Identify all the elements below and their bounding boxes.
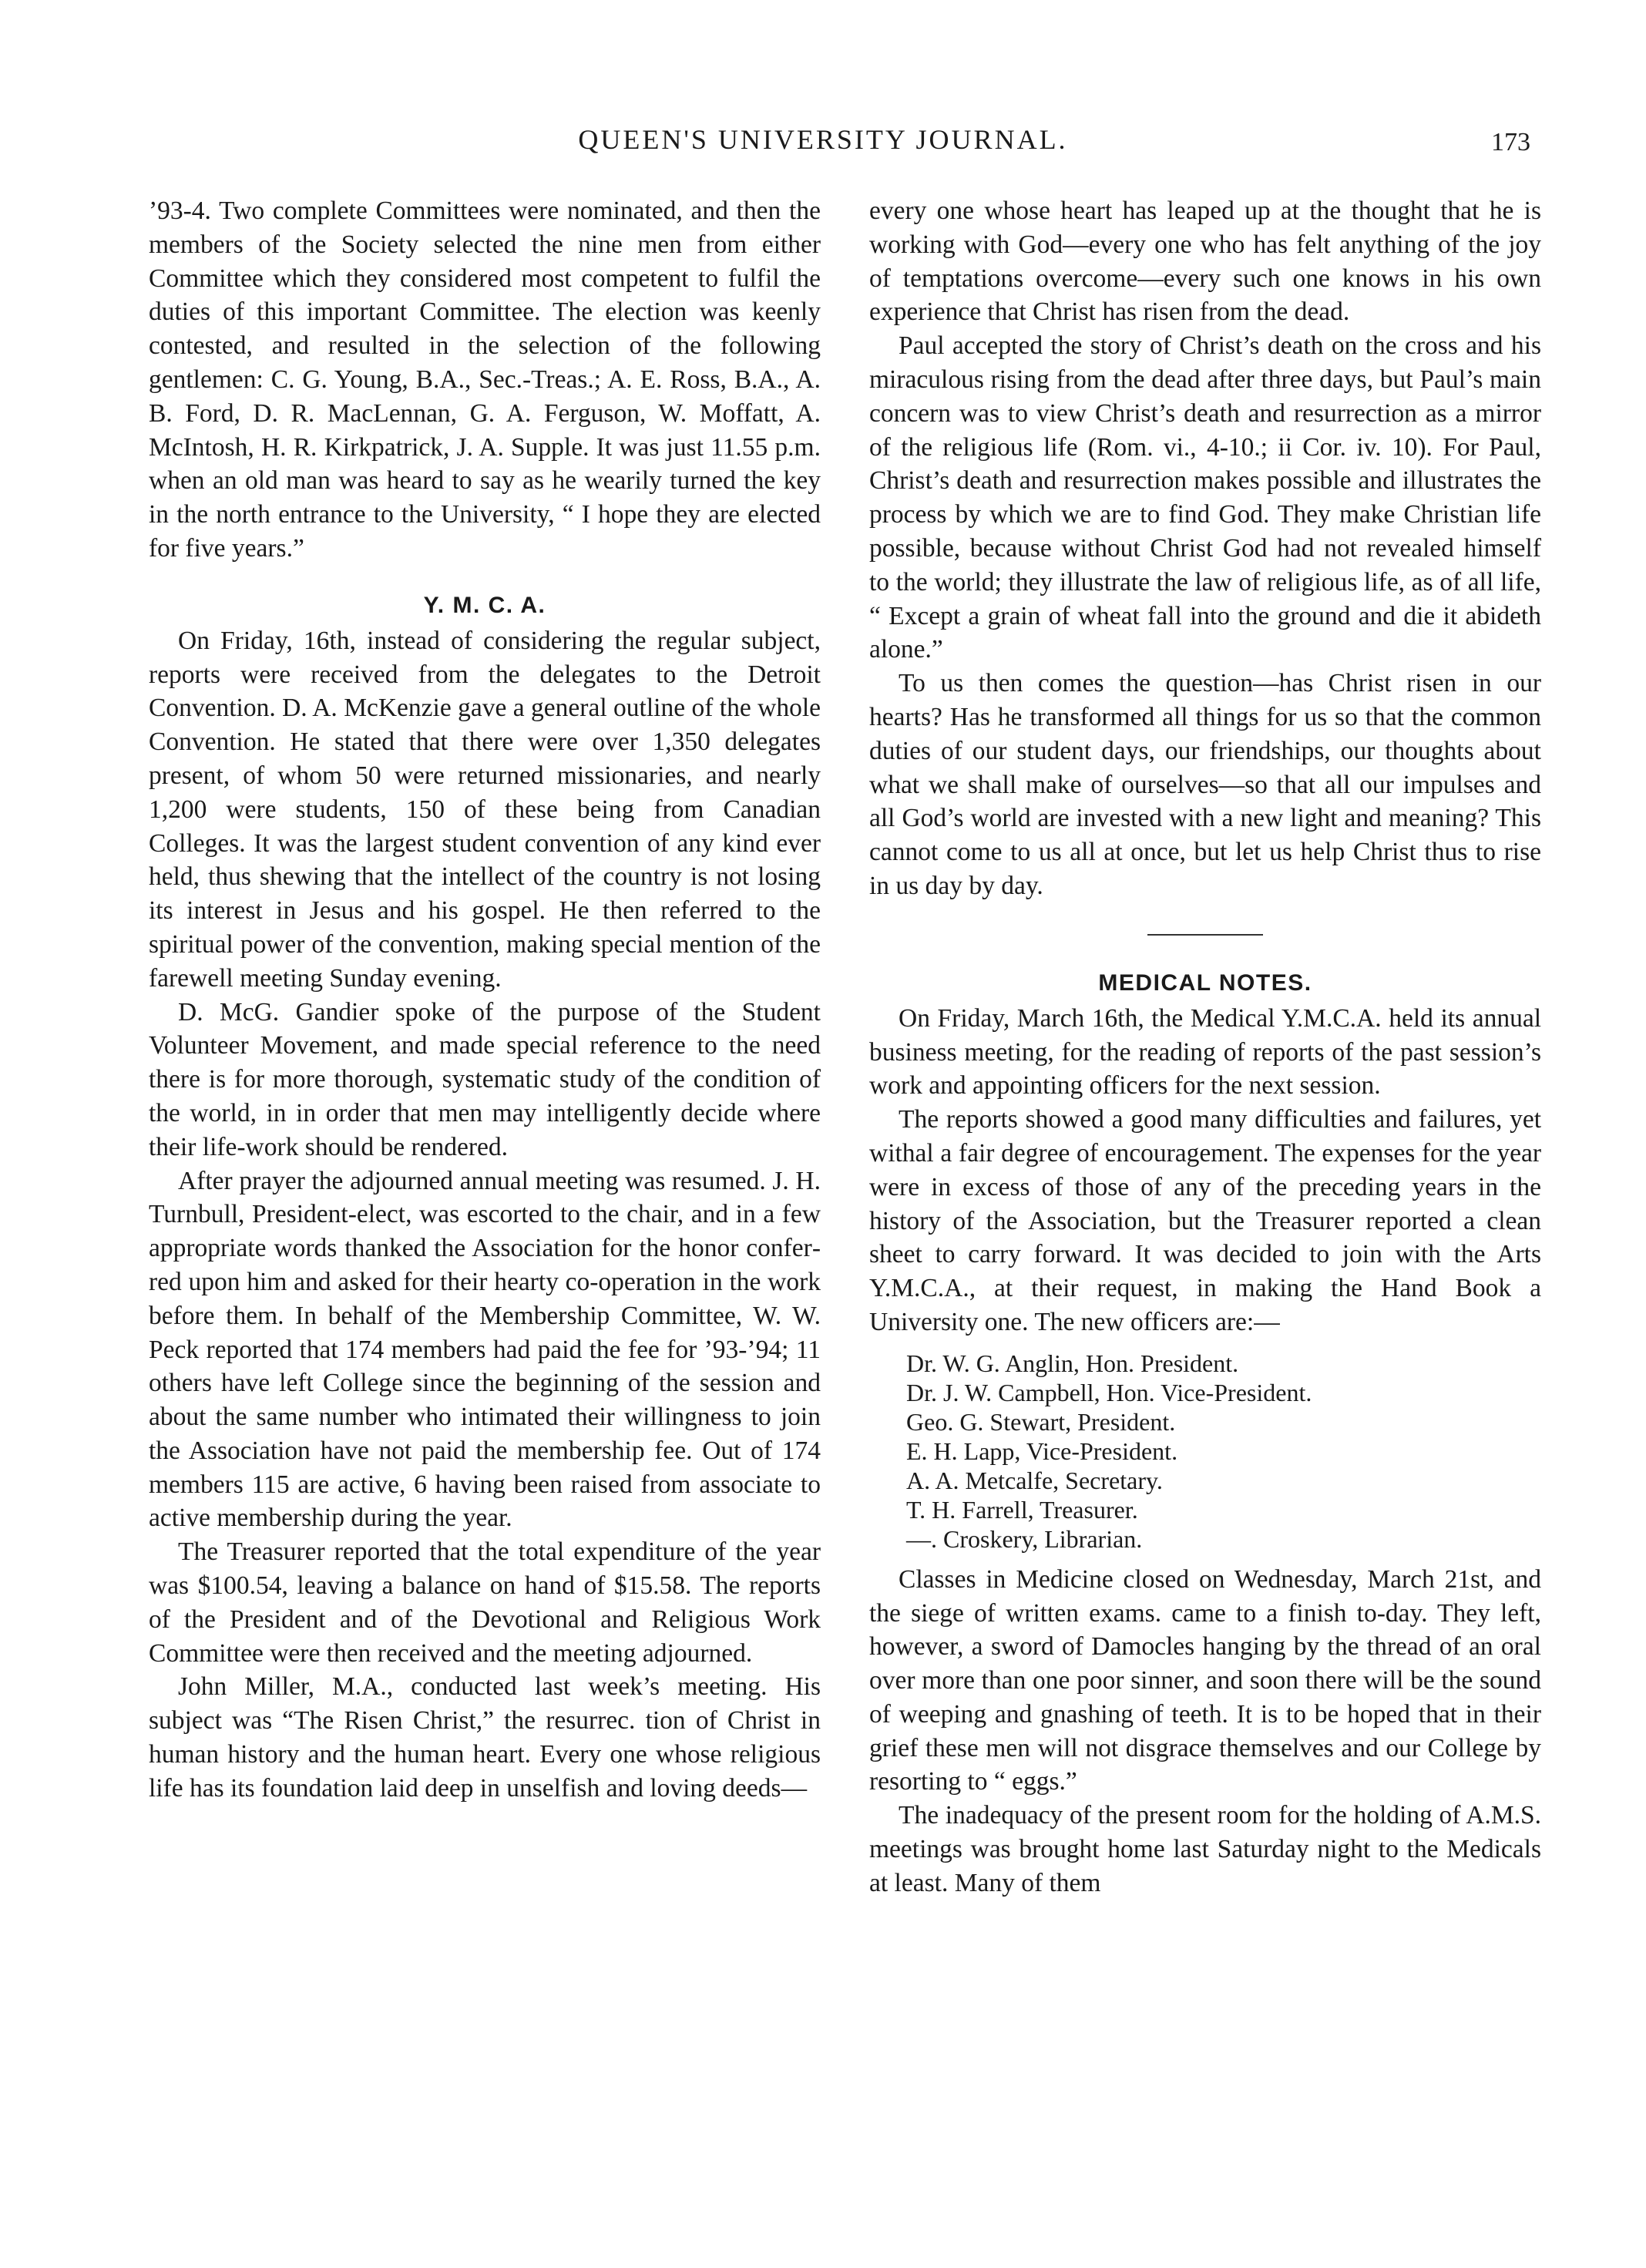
officer-entry: A. A. Metcalfe, Secretary. [906,1466,1163,1494]
officer-entry: Dr. J. W. Campbell, Hon. Vice-President. [906,1378,1312,1406]
right-column [869,194,1541,1900]
officer-entry: Geo. G. Stewart, President. [906,1407,1176,1436]
paragraph: John Miller, M.A., conducted last week’s meeting. His subject was “The Risen Christ,” the resurrec. tion of Christ in human history and the human heart. Every one whose religious life has its foundation laid deep in unselfish and loving deeds— [149,1672,821,1803]
left-column [149,194,821,1806]
paragraph: After prayer the adjourned annual meeting was resumed. J. H. Turnbull, President-elect, was escorted to the chair, and in a few appropriate words thanked the Association for the honor conferred upon him and asked for their hearty co-operation in the work before them. In behalf of the Membership Committee, W. W. Peck reported that 174 members had paid the fee for ’93-’94; 11 others have left College since the beginning of the session and about the same number who intimated their willingness to join the Association have not paid the membership fee. Out of 174 members 115 are active, 6 having been raised from associate to active membership during the year. [149,1166,821,1533]
paragraph: On Friday, 16th, instead of considering the regular subject, reports were received from the delegates to the Detroit Convention. D. A. McKenzie gave a general outline of the whole Convention. He stated that there were over 1,350 delegates present, of whom 50 were returned missionaries, and nearly 1,200 were students, 150 of these being from Canadian Colleges. It was the largest student convention of any kind ever held, thus shewing that the intellect of the country is not losing its interest in Jesus and his gospel. He then referred to the spiritual power of the convention, making special mention of the farewell meeting Sunday evening. [149,626,821,993]
officer-entry: T. H. Farrell, Treasurer. [906,1495,1138,1524]
paragraph: ’93-4. Two complete Committees were nominated, and then the members of the Society selected the nine men from either Committee which they considered most competent to fulfil the duties of this important Committee. The election was keenly contested, and resulted in the selection of the following gentlemen: C. G. Young, B.A., Sec.-Treas.; A. E. Ross, B.A., A. B. Ford, D. R. MacLennan, G. A. Ferguson, W. Moffatt, A. McIntosh, H. R. Kirkpatrick, J. A. Supple. It was just 11.55 p.m. when an old man was heard to say as he wearily turned the key in the north entrance to the University, “ I hope they are elected for five years.” [149,197,821,563]
paragraph: The reports showed a good many difficulties and failures, yet withal a fair degree of encouragement. The expenses for the year were in excess of those of any of the preceding years in the history of the Association, but the Treasurer reported a clean sheet to carry forward. It was decided to join with the Arts Y.M.C.A., at their request, in making the Hand Book a University one. The new officers are:— [869,1105,1541,1336]
officer-entry: —. Croskery, Librarian. [906,1524,1143,1553]
paragraph: The inadequacy of the present room for the holding of A.M.S. meetings was brought home last Saturday night to the Medicals at least. Many of them [869,1801,1541,1897]
officers-list [906,1349,1541,1554]
page-number: 173 [1491,128,1530,156]
paragraph: Paul accepted the story of Christ’s death on the cross and his miraculous rising from the dead after three days, but Paul’s main concern was to view Christ’s death and resurrection as a mirror of the religious life (Rom. vi., 4-10.; ii Cor. iv. 10). For Paul, Christ’s death and resurrection makes possible and illustrates the process by which we are to find God. They make Christian life possible, because without Christ God had not revealed himself to the world; they illustrate the law of religious life, as of all life, “ Except a grain of wheat fall into the ground and die it abideth alone.” [869,331,1541,664]
paragraph: Classes in Medicine closed on Wednesday, March 21st, and the siege of written exams. came to a finish to-day. They left, however, a sword of Damocles hanging by the thread of an oral over more than one poor sinner, and soon there will be the sound of weeping and gnashing of teeth. It is to be hoped that in their grief these men will not disgrace themselves and our College by resorting to “ eggs.” [869,1564,1541,1796]
officer-entry: E. H. Lapp, Vice-President. [906,1436,1178,1465]
paragraph: To us then comes the question—has Christ risen in our hearts? Has he transformed all things for us so that the common duties of our student days, our friendships, our thoughts about what we shall make of ourselves—so that all our impulses and all God’s world are invested with a new light and meaning? This cannot come to us all at once, but let us help Christ thus to rise in us day by day. [869,669,1541,900]
ymca-heading: Y. M. C. A. [423,592,546,618]
paragraph: D. McG. Gandier spoke of the purpose of the Student Volunteer Movement, and made special reference to the need there is for more thorough, systematic study of the condition of the world, in in order that men may intelligently decide where their life-work should be rendered. [149,997,821,1161]
page-header [0,116,1646,177]
journal-title: QUEEN'S UNIVERSITY JOURNAL. [578,124,1068,155]
paragraph: On Friday, March 16th, the Medical Y.M.C.A. held its annual business meeting, for the reading of reports of the past session’s work and appointing officers for the next session. [869,1003,1541,1100]
medical-notes-heading: MEDICAL NOTES. [1098,969,1312,996]
paragraph: The Treasurer reported that the total expenditure of the year was $100.54, leaving a balance on hand of $15.58. The reports of the President and of the Devotional and Religious Work Committee were then received and the meeting adjourned. [149,1537,821,1668]
section-divider [1147,934,1263,936]
officer-entry: Dr. W. G. Anglin, Hon. President. [906,1349,1239,1377]
paragraph: every one whose heart has leaped up at the thought that he is working with God—every one who has felt anything of the joy of temptations overcome—every such one knows in his own experience that Christ has risen from the dead. [869,197,1541,327]
